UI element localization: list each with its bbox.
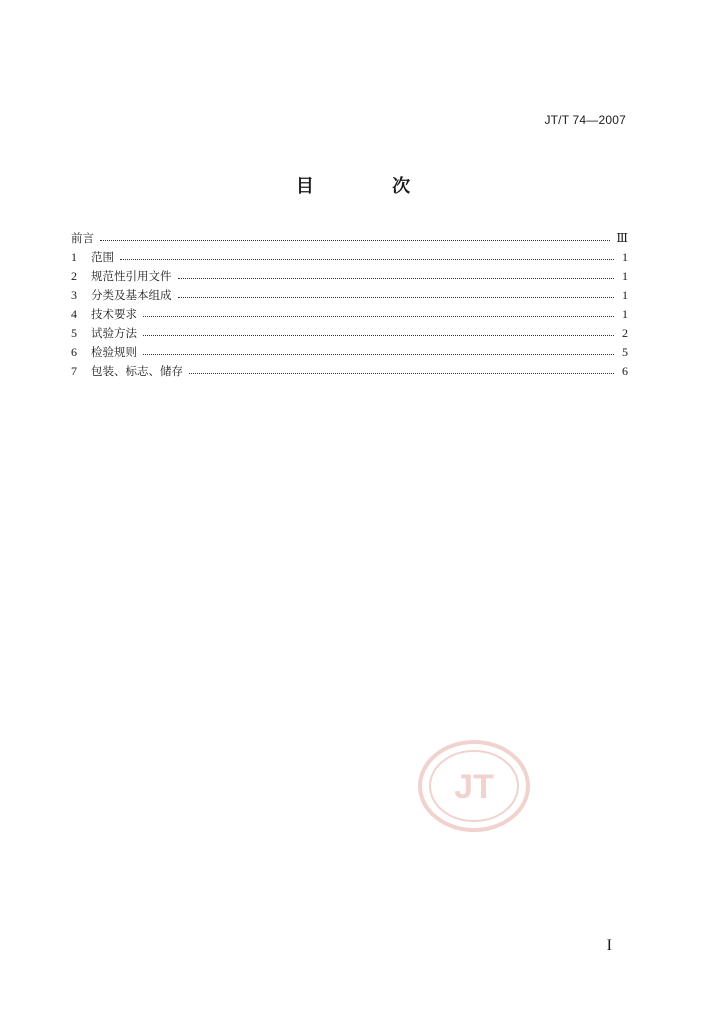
toc-entry-number: 5 (71, 326, 77, 340)
toc-entry-page: 1 (622, 250, 628, 264)
page-title: 目 次 (295, 176, 447, 197)
toc-entry-label: 前言 (71, 231, 94, 245)
toc-entry-number: 3 (71, 288, 77, 302)
toc-entry-number: 2 (71, 269, 77, 283)
toc-entry-label: 试验方法 (91, 326, 137, 340)
toc-entry-page: 1 (622, 307, 628, 321)
toc-entry-foreword[interactable] (71, 229, 628, 248)
dot-leader (143, 315, 614, 317)
toc-entry-page: 2 (622, 326, 628, 340)
dot-leader (178, 277, 615, 279)
standard-code: JT/T 74—2007 (544, 113, 626, 127)
toc-entry-label: 规范性引用文件 (91, 269, 172, 283)
toc-entry-label: 包装、标志、储存 (91, 364, 183, 378)
toc-entry-page: 1 (622, 288, 628, 302)
toc-entry-page: 5 (622, 345, 628, 359)
dot-leader (120, 258, 614, 260)
watermark-text: JT (454, 768, 494, 806)
toc-entry-scope[interactable] (71, 248, 628, 267)
page-number: I (606, 937, 612, 954)
toc-entry-packaging[interactable] (71, 362, 628, 381)
toc-entry-number: 1 (71, 250, 77, 264)
toc-entry-number: 7 (71, 364, 77, 378)
toc-entry-label: 检验规则 (91, 345, 137, 359)
toc-entry-classification[interactable] (71, 286, 628, 305)
toc-entry-normative-references[interactable] (71, 267, 628, 286)
toc-entry-page: 6 (622, 364, 628, 378)
toc-entry-number: 4 (71, 307, 77, 321)
toc-entry-page: Ⅲ (616, 231, 628, 245)
dot-leader (178, 296, 615, 298)
toc-entry-page: 1 (622, 269, 628, 283)
toc-entry-inspection-rules[interactable] (71, 343, 628, 362)
toc-entry-number: 6 (71, 345, 77, 359)
dot-leader (143, 334, 614, 336)
toc-entry-technical-requirements[interactable] (71, 305, 628, 324)
dot-leader (100, 239, 610, 241)
toc-entry-label: 范围 (91, 250, 114, 264)
table-of-contents (71, 229, 628, 381)
toc-entry-test-methods[interactable] (71, 324, 628, 343)
toc-entry-label: 分类及基本组成 (91, 288, 172, 302)
dot-leader (189, 372, 614, 374)
jt-watermark-logo (418, 740, 530, 832)
toc-entry-label: 技术要求 (91, 307, 137, 321)
dot-leader (143, 353, 614, 355)
